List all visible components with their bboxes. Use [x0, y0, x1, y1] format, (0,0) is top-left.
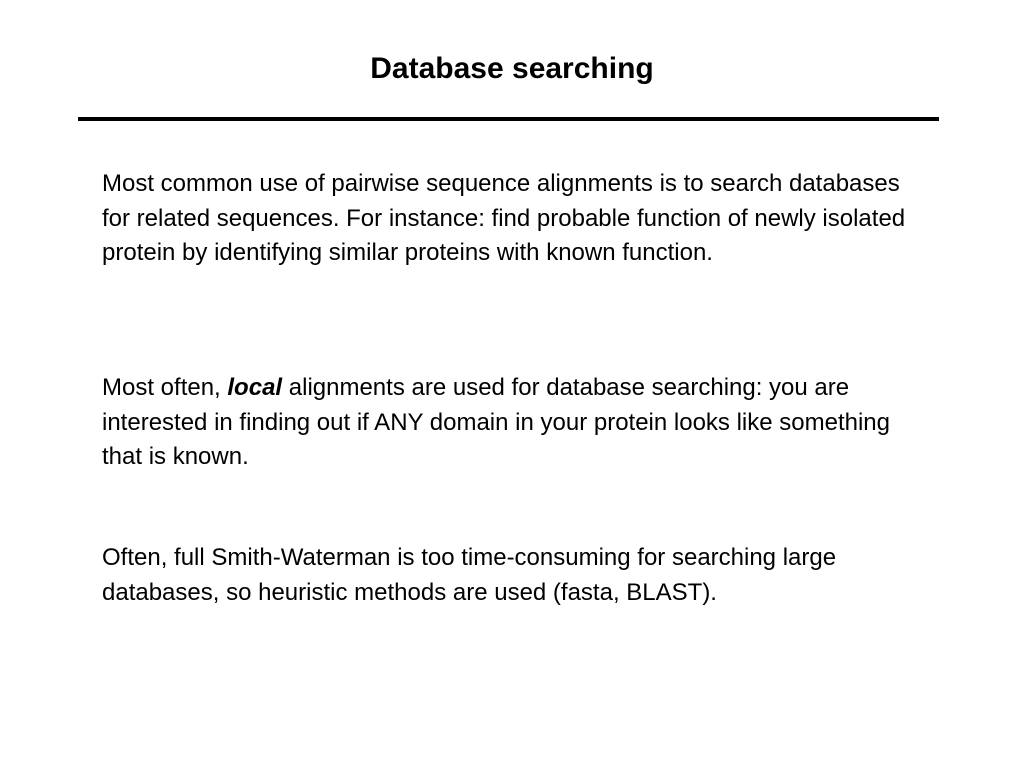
paragraph-local-after: alignments are used for database searching: you are interested in finding out if ANY domain in your protein looks like something that is known.: [102, 374, 891, 470]
paragraph-local-before: Most often,: [102, 374, 228, 401]
paragraph-pairwise-alignment: Most common use of pairwise sequence alignments is to search databases for related sequences. For instance: find probable function of newly isolated protein by identifying similar proteins with known function.: [102, 170, 906, 266]
paragraph-local-alignments: [102, 371, 922, 475]
emphasis-local: local: [227, 374, 283, 401]
slide-title: Database searching: [370, 52, 654, 85]
paragraph-heuristic-methods: Often, full Smith-Waterman is too time-consuming for searching large databases, so heuristic methods are used (fasta, BLAST).: [102, 544, 837, 606]
title-divider: [78, 117, 939, 121]
